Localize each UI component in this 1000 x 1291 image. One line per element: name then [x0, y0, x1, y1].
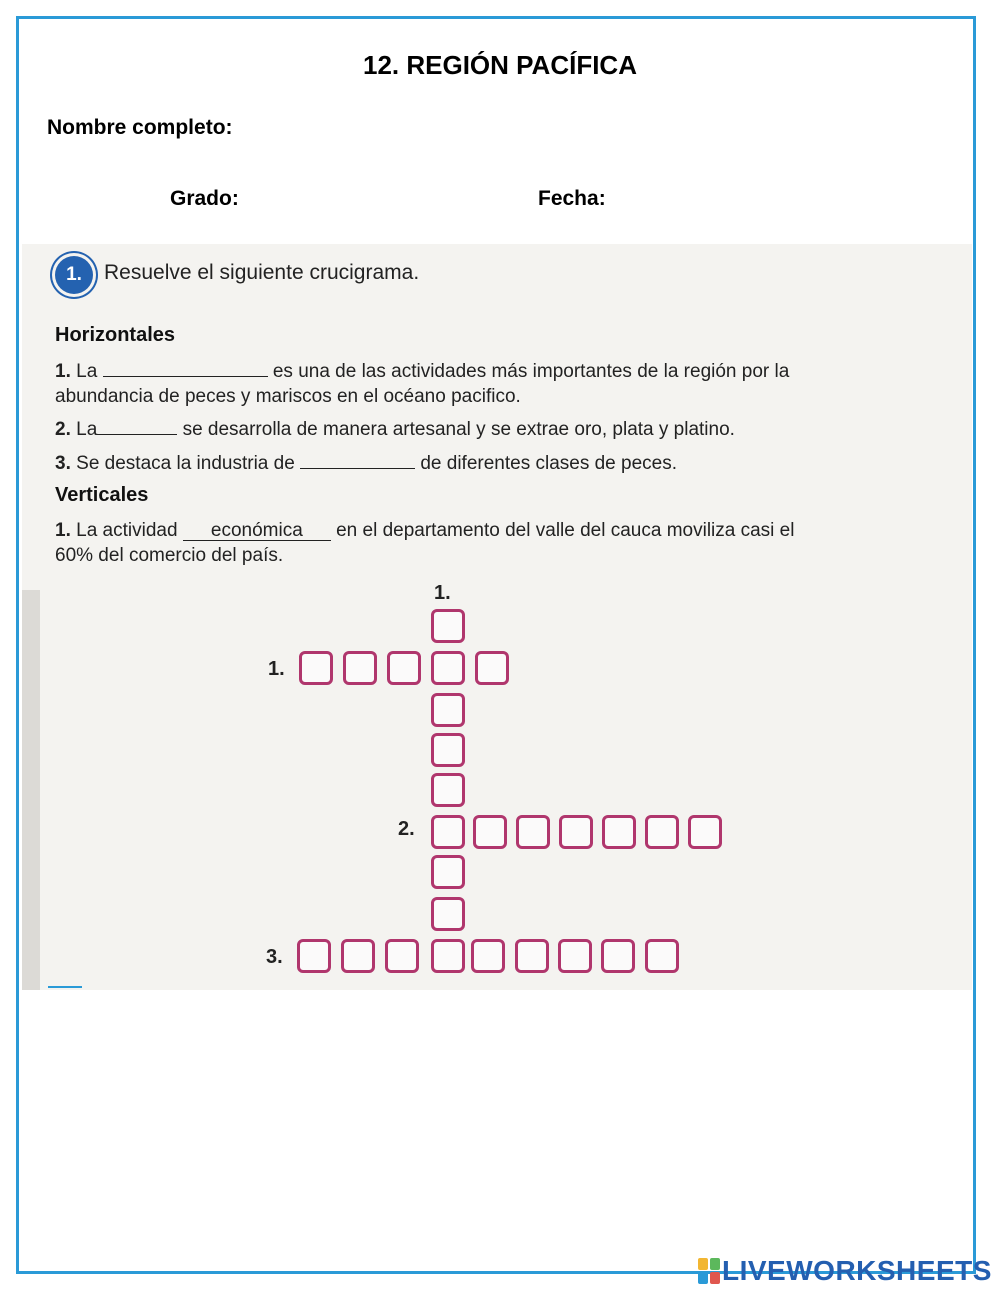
clue-h1-blank[interactable] [103, 358, 268, 377]
crossword-cell-h1[interactable] [475, 651, 509, 685]
clue-h1 [55, 358, 789, 409]
clue-h1-line2: abundancia de peces y mariscos en el océano pacifico. [55, 386, 521, 407]
crossword-cell-h3[interactable] [385, 939, 419, 973]
clue-h3-before: Se destaca la industria de [76, 453, 295, 474]
crossword-cell-v1[interactable] [431, 609, 465, 643]
clue-v1-answer: económica [183, 522, 331, 541]
clue-h3 [55, 450, 677, 476]
name-label: Nombre completo: [47, 116, 233, 139]
activity-instruction: Resuelve el siguiente crucigrama. [104, 261, 420, 284]
crossword-cell-v1[interactable] [431, 939, 465, 973]
liveworksheets-brand: LIVEWORKSHEETS [722, 1255, 992, 1286]
crossword-cell-v1[interactable] [431, 855, 465, 889]
crossword-cell-h3[interactable] [341, 939, 375, 973]
crossword-label-h2: 2. [398, 818, 415, 840]
crossword-label-h1: 1. [268, 658, 285, 680]
clue-h2-blank[interactable] [97, 416, 177, 435]
crossword-cell-v1[interactable] [431, 773, 465, 807]
clue-v1-number: 1. [55, 520, 71, 541]
clue-v1-before: La actividad [76, 520, 178, 541]
crossword-cell-h2[interactable] [559, 815, 593, 849]
page-title: 12. REGIÓN PACÍFICA [362, 50, 637, 80]
crossword-cell-h1[interactable] [299, 651, 333, 685]
crossword-cell-h2[interactable] [645, 815, 679, 849]
worksheet-scan [22, 244, 972, 990]
crossword-cell-h2[interactable] [516, 815, 550, 849]
clue-h1-number: 1. [55, 361, 71, 382]
clue-v1-after: en el departamento del valle del cauca moviliza casi el [336, 520, 795, 541]
crossword-cell-v1[interactable] [431, 651, 465, 685]
crossword-cell-h3[interactable] [297, 939, 331, 973]
crossword-label-v1: 1. [434, 582, 451, 604]
clue-h2-before: La [76, 419, 98, 440]
crossword-cell-h3[interactable] [515, 939, 549, 973]
clue-h3-number: 3. [55, 453, 71, 474]
clue-h3-after: de diferentes clases de peces. [420, 453, 678, 474]
clue-h2 [55, 416, 735, 442]
crossword-cell-h1[interactable] [343, 651, 377, 685]
crossword-cell-h2[interactable] [688, 815, 722, 849]
crossword-cell-v1[interactable] [431, 693, 465, 727]
clue-h1-before: La [76, 361, 98, 382]
clue-h2-after: se desarrolla de manera artesanal y se extrae oro, plata y platino. [182, 419, 735, 440]
clue-h3-blank[interactable] [300, 450, 415, 469]
crossword-cell-v1[interactable] [431, 733, 465, 767]
clue-v1 [55, 518, 794, 568]
crossword-cell-h1[interactable] [387, 651, 421, 685]
crossword-label-h3: 3. [266, 946, 283, 968]
crossword-cell-h3[interactable] [471, 939, 505, 973]
scan-shadow [22, 590, 40, 990]
horizontales-heading: Horizontales [55, 324, 176, 346]
crossword-cell-h2[interactable] [602, 815, 636, 849]
verticales-heading: Verticales [55, 484, 149, 506]
liveworksheets-logo-icon [698, 1258, 720, 1284]
grade-label: Grado: [170, 187, 239, 210]
blue-underline-mark [48, 986, 82, 988]
crossword-cell-v1[interactable] [431, 897, 465, 931]
clue-h1-after: es una de las actividades más importantes de la región por la [272, 361, 790, 382]
date-label: Fecha: [538, 187, 606, 210]
crossword-cell-v1[interactable] [431, 815, 465, 849]
clue-v1-line2: 60% del comercio del país. [55, 545, 284, 566]
crossword-cell-h3[interactable] [558, 939, 592, 973]
crossword-cell-h3[interactable] [645, 939, 679, 973]
crossword-cell-h2[interactable] [473, 815, 507, 849]
crossword-cell-h3[interactable] [601, 939, 635, 973]
clue-h2-number: 2. [55, 419, 71, 440]
activity-number-badge: 1. [55, 256, 93, 294]
